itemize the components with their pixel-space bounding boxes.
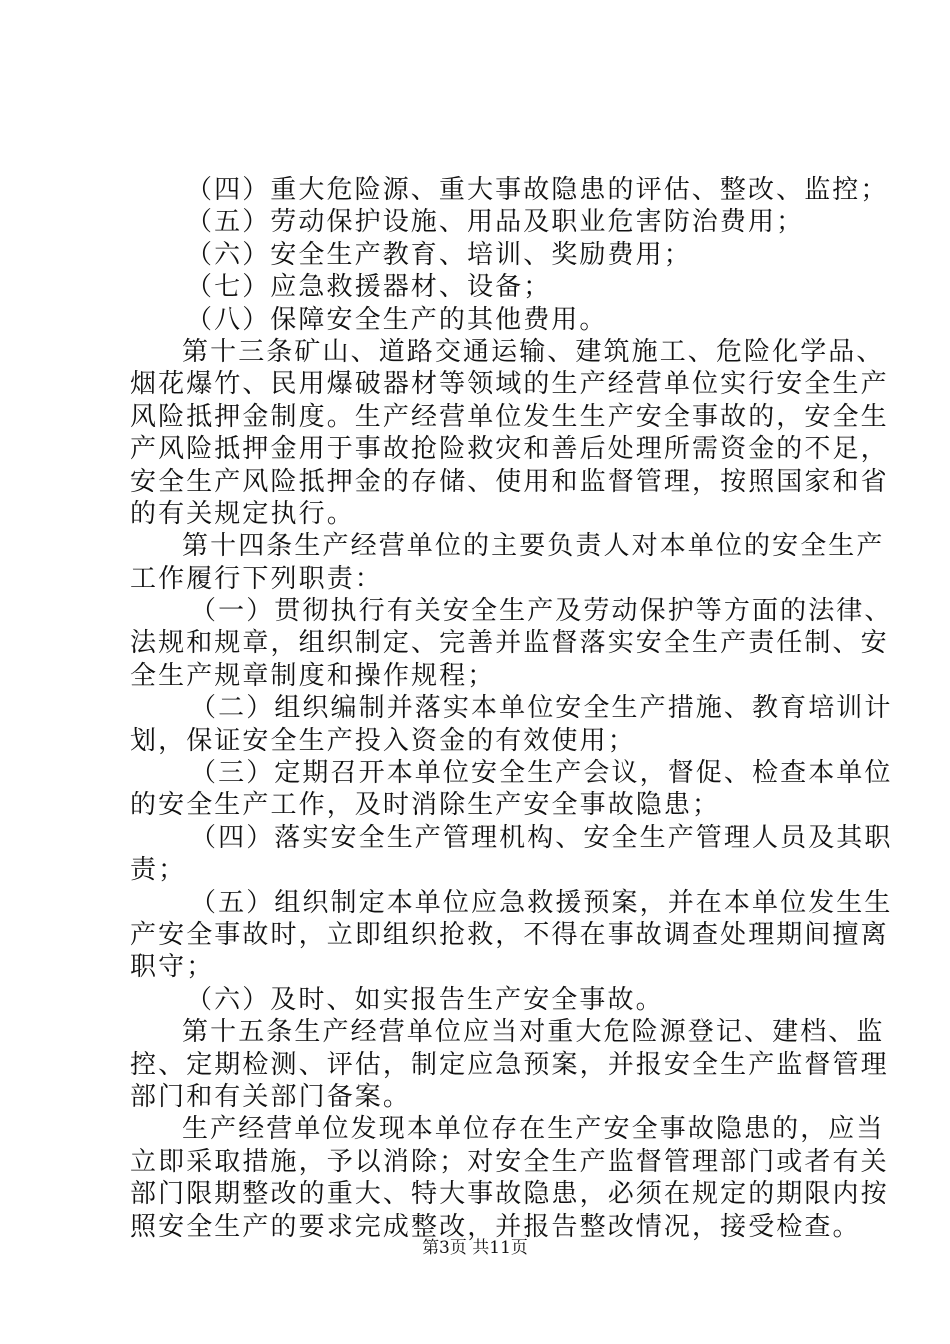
text-line: 控、定期检测、评估，制定应急预案，并报安全生产监督管理 <box>130 1049 889 1080</box>
text-line: 安全生产风险抵押金的存储、使用和监督管理，按照国家和省 <box>130 466 889 497</box>
text-line: 部门和有关部门备案。 <box>130 1081 412 1112</box>
text-line: 立即采取措施，予以消除；对安全生产监督管理部门或者有关 <box>130 1146 889 1177</box>
text-line: 法规和规章，组织制定、完善并监督落实安全生产责任制、安 <box>130 628 889 659</box>
text-line: （六）及时、如实报告生产安全事故。 <box>186 984 664 1015</box>
text-line: （五）劳动保护设施、用品及职业危害防治费用； <box>186 207 805 238</box>
text-line: 第十四条生产经营单位的主要负责人对本单位的安全生产 <box>182 531 885 562</box>
text-line: （五）组织制定本单位应急救援预案，并在本单位发生生 <box>190 887 893 918</box>
text-line: （七）应急救援器材、设备； <box>186 272 552 303</box>
text-line: （二）组织编制并落实本单位安全生产措施、教育培训计 <box>190 693 893 724</box>
text-line: （四）落实安全生产管理机构、安全生产管理人员及其职 <box>190 822 893 853</box>
text-line: 的安全生产工作，及时消除生产安全事故隐患； <box>130 790 721 821</box>
document-body <box>130 174 893 1243</box>
text-line: 第十三条矿山、道路交通运输、建筑施工、危险化学品、 <box>182 336 885 367</box>
text-line: 部门限期整改的重大、特大事故隐患，必须在规定的期限内按 <box>130 1179 889 1210</box>
text-line: 职守； <box>130 952 215 983</box>
text-line: 产安全事故时，立即组织抢救，不得在事故调查处理期间擅离 <box>130 919 889 950</box>
text-line: 风险抵押金制度。生产经营单位发生生产安全事故的，安全生 <box>130 401 889 432</box>
text-line: 工作履行下列职责： <box>130 563 383 594</box>
text-line: 划，保证安全生产投入资金的有效使用； <box>130 725 636 756</box>
text-line: 生产经营单位发现本单位存在生产安全事故隐患的，应当 <box>182 1114 885 1145</box>
text-line: （六）安全生产教育、培训、奖励费用； <box>186 239 692 270</box>
text-line: 责； <box>130 855 187 886</box>
text-line: （四）重大危险源、重大事故隐患的评估、整改、监控； <box>186 175 889 205</box>
text-line: 的有关规定执行。 <box>130 498 355 529</box>
text-line: 全生产规章制度和操作规程； <box>130 660 496 691</box>
text-line: 产风险抵押金用于事故抢险救灾和善后处理所需资金的不足， <box>130 434 889 465</box>
text-line: （三）定期召开本单位安全生产会议，督促、检查本单位 <box>190 758 893 789</box>
text-line: 第十五条生产经营单位应当对重大危险源登记、建档、监 <box>182 1017 885 1048</box>
text-line: （一）贯彻执行有关安全生产及劳动保护等方面的法律、 <box>190 596 893 627</box>
text-line: （八）保障安全生产的其他费用。 <box>186 304 608 335</box>
text-line: 照安全生产的要求完成整改，并报告整改情况，接受检查。 <box>130 1211 861 1242</box>
page-number-footer: 第3页 共11页 <box>422 1238 528 1258</box>
text-line: 烟花爆竹、民用爆破器材等领域的生产经营单位实行安全生产 <box>130 369 889 400</box>
